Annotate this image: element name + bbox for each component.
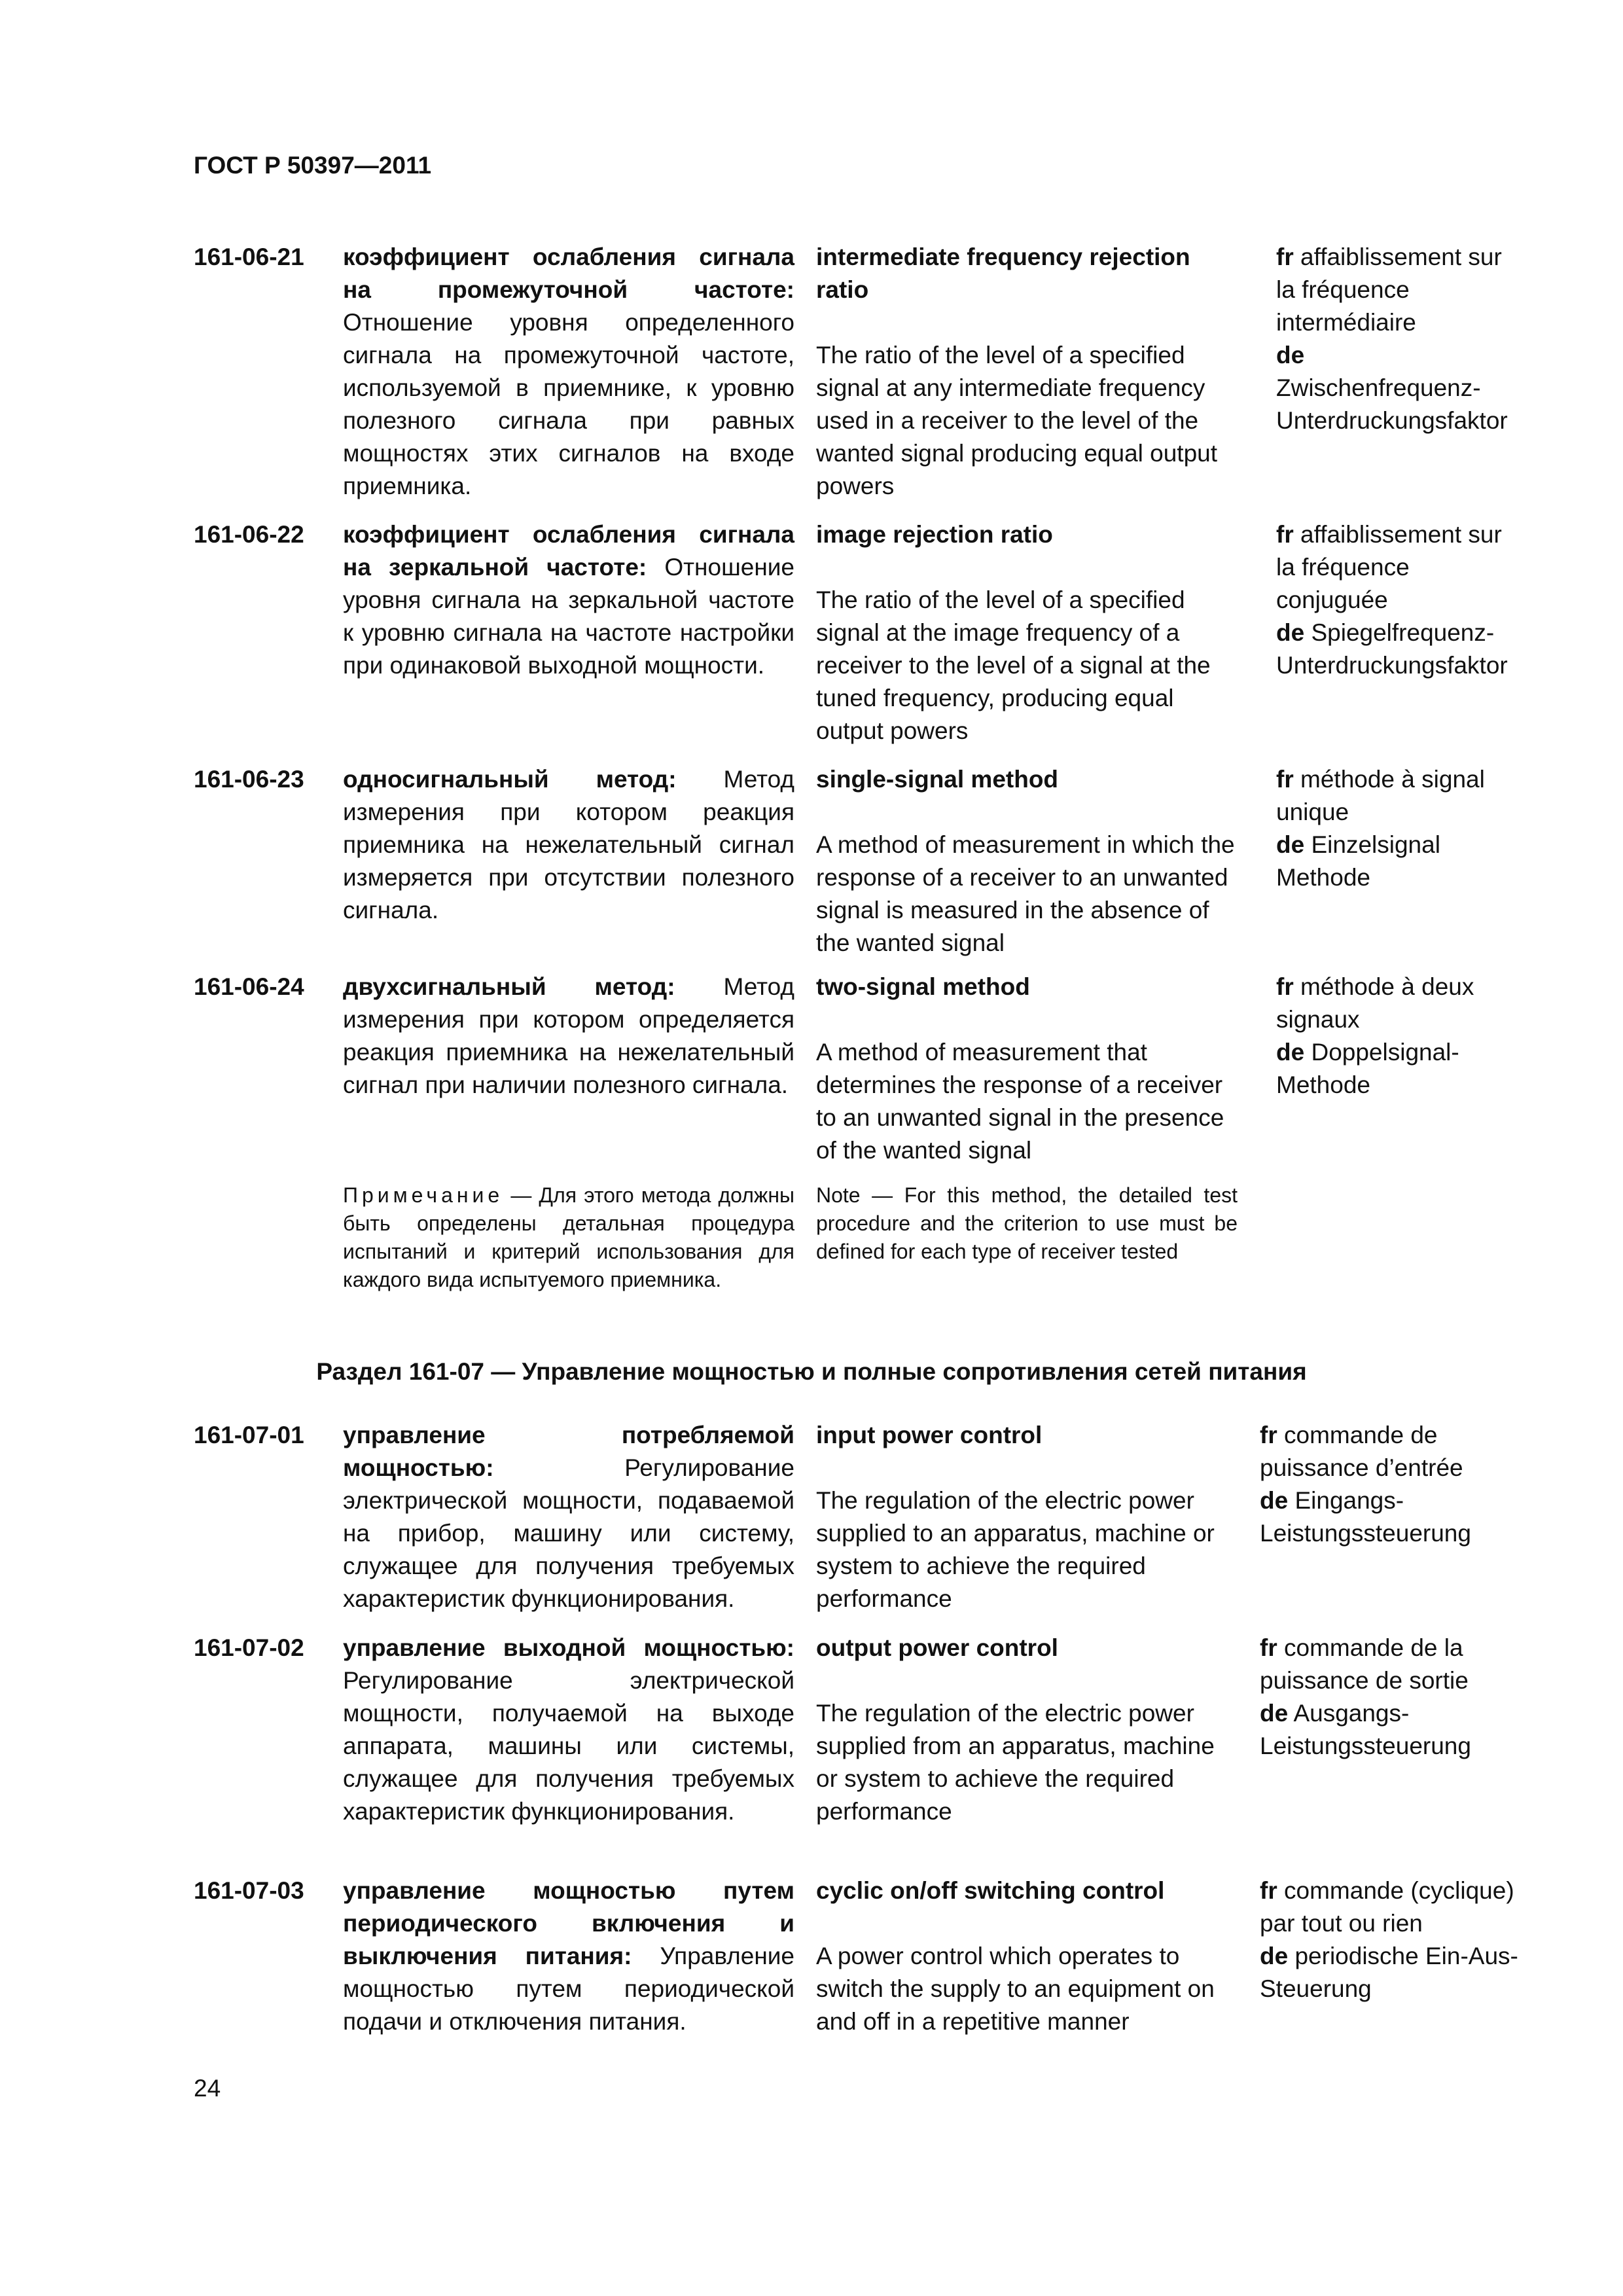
en-definition <box>816 1632 1238 1828</box>
en-term: input power control <box>816 1422 1043 1448</box>
ru-text: Управление мощностью путем периодической подачи и отключения питания. <box>343 1943 795 2035</box>
de-term: Einzelsignal Methode <box>1276 831 1440 891</box>
ru-term: управление мощностью путем периодического включения и выключения питания: <box>343 1877 794 1969</box>
de-label: de <box>1260 1487 1289 1514</box>
other-languages <box>1276 763 1512 894</box>
en-text: The ratio of the level of a specified signal at the image frequency of a receiver to the level of a signal at the tuned frequency, producing equal output powers <box>816 586 1211 744</box>
en-term: image rejection ratio <box>816 521 1053 548</box>
ru-definition <box>343 1632 794 1828</box>
en-definition <box>816 1874 1238 2038</box>
document-header: ГОСТ Р 50397—2011 <box>194 152 432 179</box>
fr-term: commande de la puissance de sortie <box>1260 1634 1469 1694</box>
de-label: de <box>1276 342 1305 368</box>
other-languages <box>1276 971 1512 1102</box>
fr-term: affaiblissement sur la fréquence conjuguée <box>1276 521 1502 613</box>
ru-text: Регулирование электрической мощности, получаемой на выходе аппарата, машины или системы, служащее для получения требуемых характеристик функционирования. <box>343 1667 794 1825</box>
de-term: Ausgangs-Leistungssteuerung <box>1260 1700 1471 1759</box>
de-label: de <box>1276 619 1305 646</box>
ru-text: Метод измерения при котором определяется реакция приемника на нежелательный сигнал при наличии полезного сигнала. <box>343 973 794 1098</box>
en-term: two-signal method <box>816 973 1030 1000</box>
en-term: cyclic on/off switching control <box>816 1877 1165 1904</box>
ru-text: Отношение уровня определенного сигнала на промежуточной частоте, используемой в приемнике, к уровню полезного сигнала при равных мощностях этих сигналов на входе приемника. <box>343 309 794 499</box>
entry-number: 161-06-21 <box>194 243 304 270</box>
section-title: Раздел 161-07 — Управление мощностью и полные сопротивления сетей питания <box>316 1358 1307 1385</box>
en-text: The regulation of the electric power supplied to an apparatus, machine or system to achieve the required performance <box>816 1487 1215 1612</box>
ru-term: коэффициент ослабления сигнала на промежуточной частоте: <box>343 243 794 303</box>
en-text: A method of measurement that determines the response of a receiver to an unwanted signal in the presence of the wanted signal <box>816 1039 1224 1164</box>
de-term: Zwischenfrequenz-Unterdruckungsfaktor <box>1276 374 1508 434</box>
ru-term: коэффициент ослабления сигнала на зеркальной частоте: <box>343 521 794 581</box>
en-text: The regulation of the electric power supplied from an apparatus, machine or system to achieve the required performance <box>816 1700 1215 1825</box>
ru-definition <box>343 241 794 503</box>
entry-number: 161-07-03 <box>194 1877 304 1904</box>
de-term: Doppelsignal-Methode <box>1276 1039 1459 1098</box>
ru-definition <box>343 1419 794 1615</box>
en-text: The ratio of the level of a specified signal at any intermediate frequency used in a receiver to the level of the wanted signal producing equal output powers <box>816 342 1218 499</box>
entry-number: 161-06-24 <box>194 973 304 1000</box>
fr-term: méthode à signal unique <box>1276 766 1485 825</box>
other-languages <box>1260 1419 1522 1550</box>
en-term: single-signal method <box>816 766 1059 793</box>
ru-term: двухсигнальный метод: <box>343 973 675 1000</box>
fr-label: fr <box>1276 243 1294 270</box>
en-note: Note — For this method, the detailed test procedure and the criterion to use must be defined for each type of receiver tested <box>816 1183 1238 1263</box>
other-languages <box>1276 518 1512 682</box>
fr-term: méthode à deux signaux <box>1276 973 1474 1033</box>
fr-term: commande de puissance d’entrée <box>1260 1422 1463 1481</box>
en-definition <box>816 971 1238 1167</box>
fr-label: fr <box>1260 1422 1277 1448</box>
ru-term: управление выходной мощностью: <box>343 1634 794 1661</box>
entry-number: 161-06-22 <box>194 521 304 548</box>
other-languages <box>1260 1874 1522 2005</box>
ru-note <box>343 1181 794 1294</box>
ru-term: управление потребляемой мощностью: <box>343 1422 794 1481</box>
de-label: de <box>1276 1039 1305 1066</box>
fr-term: affaiblissement sur la fréquence intermédiaire <box>1276 243 1502 336</box>
ru-text: Отношение уровня сигнала на зеркальной частоте к уровню сигнала на частоте настройки при одинаковой выходной мощности. <box>343 554 795 679</box>
fr-label: fr <box>1276 973 1294 1000</box>
entry-number: 161-06-23 <box>194 766 304 793</box>
other-languages <box>1276 241 1512 437</box>
entry-number: 161-07-02 <box>194 1634 304 1661</box>
de-term: Eingangs-Leistungssteuerung <box>1260 1487 1471 1547</box>
de-label: de <box>1260 1943 1289 1969</box>
de-label: de <box>1276 831 1305 858</box>
ru-note-text: — Для этого метода должны быть определены детальная процедура испытаний и критерий использования для каждого вида испытуемого приемника. <box>343 1183 794 1291</box>
fr-label: fr <box>1260 1634 1277 1661</box>
en-text: A method of measurement in which the response of a receiver to an unwanted signal is measured in the absence of the wanted signal <box>816 831 1235 956</box>
fr-label: fr <box>1260 1877 1277 1904</box>
de-term: periodische Ein-Aus-Steuerung <box>1260 1943 1518 2002</box>
en-term: intermediate frequency rejection ratio <box>816 243 1190 303</box>
page-number: 24 <box>194 2075 221 2102</box>
en-definition <box>816 518 1238 747</box>
ru-definition <box>343 763 794 927</box>
ru-definition <box>343 1874 794 2038</box>
entry-number: 161-07-01 <box>194 1422 304 1448</box>
en-definition <box>816 241 1238 503</box>
de-term: Spiegelfrequenz-Unterdruckungsfaktor <box>1276 619 1508 679</box>
fr-term: commande (cyclique) par tout ou rien <box>1260 1877 1514 1937</box>
de-label: de <box>1260 1700 1289 1727</box>
en-term: output power control <box>816 1634 1058 1661</box>
fr-label: fr <box>1276 521 1294 548</box>
en-definition <box>816 1419 1238 1615</box>
ru-definition <box>343 518 794 682</box>
ru-definition <box>343 971 794 1102</box>
ru-text: Регулирование электрической мощности, подаваемой на прибор, машину или систему, служащее для получения требуемых характеристик функционирования. <box>343 1454 794 1612</box>
en-definition <box>816 763 1238 960</box>
note-label: Примечание <box>343 1183 504 1207</box>
ru-term: односигнальный метод: <box>343 766 677 793</box>
ru-text: Метод измерения при котором реакция приемника на нежелательный сигнал измеряется при отсутствии полезного сигнала. <box>343 766 794 924</box>
en-text: A power control which operates to switch the supply to an equipment on and off in a repetitive manner <box>816 1943 1215 2035</box>
fr-label: fr <box>1276 766 1294 793</box>
other-languages <box>1260 1632 1522 1763</box>
